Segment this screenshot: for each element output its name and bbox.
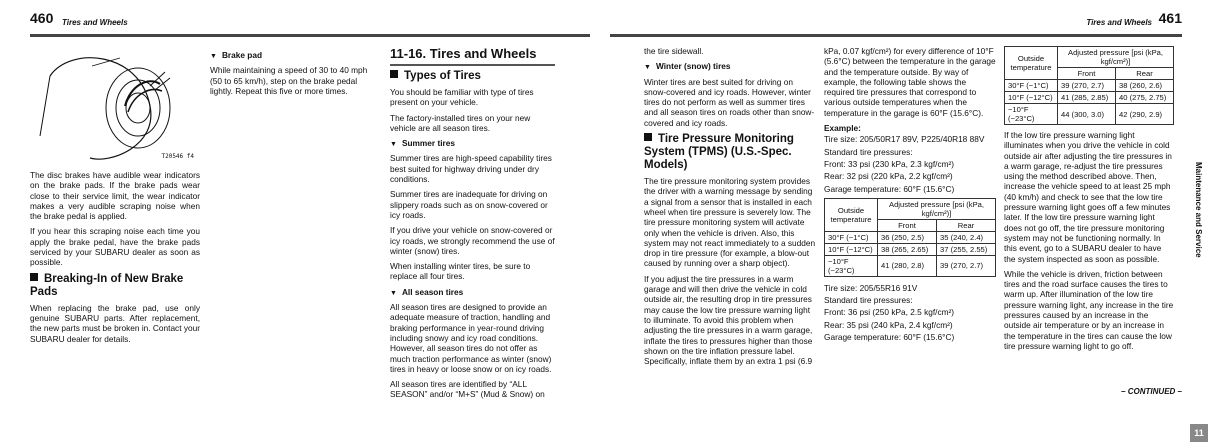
table-row bbox=[825, 255, 996, 276]
table-row bbox=[1005, 92, 1174, 104]
winter-text: Winter tires are best suited for driving on snow-covered and icy roads. However, winter tires do not perform as well as summer tires and all season tires on roads other than snow-covered and icy roads. bbox=[644, 76, 815, 128]
left-header-title: Tires and Wheels bbox=[62, 18, 128, 27]
friction-text: While the vehicle is driven, friction between tires and the road surface causes the tires to warm up. After illumination of the low tire pressure warning light, any increase in the tire pressures caused by an increase in the outside air temperature or by an increase in the temperature in the tires can cause the low tire pressure warning light to go off. bbox=[1004, 268, 1174, 351]
page-gutter bbox=[590, 0, 610, 402]
table-header-outside: Outside temperature bbox=[1005, 47, 1058, 80]
ex1-rear: Rear: 32 psi (220 kPa, 2.2 kgf/cm²) bbox=[824, 171, 953, 182]
left-header bbox=[0, 10, 590, 34]
continued-label: – CONTINUED – bbox=[1121, 387, 1182, 396]
table-header-adjusted: Adjusted pressure [psi (kPa, kgf/cm²)] bbox=[878, 198, 996, 219]
ex2-std: Standard tire pressures: bbox=[824, 295, 913, 306]
types-heading: Types of Tires bbox=[390, 70, 555, 83]
table-cell: 40 (275, 2.75) bbox=[1116, 92, 1174, 104]
triangle-bullet-icon: ▼ bbox=[390, 141, 397, 149]
table-cell: 38 (260, 2.6) bbox=[1116, 80, 1174, 92]
right-col-1 bbox=[644, 46, 816, 371]
table-header-rear: Rear bbox=[1116, 68, 1174, 80]
table-cell: 10°F (−12°C) bbox=[825, 243, 878, 255]
lowlight-text: If the low tire pressure warning light illuminates when you drive the vehicle in cold outside air after adjusting the tire pressures in a warm garage, re-adjust the tire pressures using the method described above. Then, increase the vehicle speed to at least 25 mph (40 km/h) and check to see that the low tire pressure warning light goes off a few minutes later. If the low tire pressure warning light does not go off, the tire pressure monitoring system may not be functioning normally. In this event, go to a SUBARU dealer to have the system inspected as soon as possible. bbox=[1004, 130, 1172, 264]
types-p2: The factory-installed tires on your new vehicle are all season tires. bbox=[390, 112, 531, 133]
brake-wear-paragraph-2: If you hear this scraping noise each time you apply the brake pedal, have the brake pads serviced by your SUBARU dealer as soon as possible. bbox=[30, 226, 200, 268]
table-cell: 39 (270, 2.7) bbox=[937, 255, 996, 276]
table-header-adjusted: Adjusted pressure [psi (kPa, kgf/cm²)] bbox=[1058, 47, 1174, 68]
table-cell: 38 (265, 2.65) bbox=[878, 243, 937, 255]
brake-pad-subheading: ▼ Brake pad bbox=[210, 50, 263, 60]
types-p1: You should be familiar with type of tires present on your vehicle. bbox=[390, 87, 534, 108]
pressure-table-1 bbox=[824, 198, 996, 277]
ex2-rear: Rear: 35 psi (240 kPa, 2.4 kgf/cm²) bbox=[824, 319, 953, 330]
summer-p3: If you drive your vehicle on snow-covered or icy roads, we strongly recommend the use of winter (snow) tires. bbox=[390, 225, 555, 256]
triangle-bullet-icon: ▼ bbox=[390, 289, 397, 297]
summer-p2: Summer tires are inadequate for driving on slippery roads such as on snow-covered or icy roads. bbox=[390, 189, 548, 220]
table-header-front: Front bbox=[1058, 68, 1116, 80]
left-page bbox=[0, 0, 590, 402]
right-page-number: 461 bbox=[1158, 10, 1182, 26]
table-cell: 10°F (−12°C) bbox=[1005, 92, 1058, 104]
brake-pad-text: While maintaining a speed of 30 to 40 mph (50 to 65 km/h), step on the brake pedal lightly. Repeat this five or more times. bbox=[210, 65, 368, 96]
table-header-front: Front bbox=[878, 219, 937, 231]
table-cell: 39 (270, 2.7) bbox=[1058, 80, 1116, 92]
table-cell: 42 (290, 2.9) bbox=[1116, 104, 1174, 125]
ex2-front: Front: 36 psi (250 kPa, 2.5 kgf/cm²) bbox=[824, 307, 955, 318]
brake-disc-illustration bbox=[30, 46, 200, 164]
table-row bbox=[1005, 80, 1174, 92]
allseason-p2: All season tires are identified by “ALL SEASON” and/or “M+S” (Mud & Snow) on bbox=[390, 379, 545, 400]
winter-subheading: ▼ Winter (snow) tires bbox=[644, 61, 731, 72]
right-col-2 bbox=[824, 46, 996, 347]
figure-label: T20546 f4 bbox=[161, 152, 194, 160]
square-bullet-icon bbox=[30, 273, 38, 281]
left-page-number: 460 bbox=[30, 10, 54, 26]
right-header-title: Tires and Wheels bbox=[1086, 18, 1152, 27]
example-label: Example: bbox=[824, 123, 861, 134]
table-row bbox=[1005, 104, 1174, 125]
table-row bbox=[825, 243, 996, 255]
header-rule bbox=[610, 34, 1182, 37]
pressure-table-2 bbox=[1004, 46, 1174, 125]
tpms-heading: Tire Pressure Monitoring System (TPMS) (U.S.-Spec. Models) bbox=[644, 133, 794, 172]
table-row bbox=[825, 231, 996, 243]
table-cell: 30°F (−1°C) bbox=[1005, 80, 1058, 92]
breakin-heading: Breaking-In of New Brake Pads bbox=[30, 272, 184, 298]
left-col-1 bbox=[30, 46, 200, 349]
allseason-p1: All season tires are designed to provide an adequate measure of traction, handling and braking performance in year-round driving including snowy and icy road conditions. However, all season tires do not offer as much traction performance as winter (snow) tires in heavy or loose snow or on icy roads. bbox=[390, 302, 552, 374]
section-title: 11-16. Tires and Wheels bbox=[390, 46, 555, 66]
right-header bbox=[610, 10, 1200, 34]
table-cell: 35 (240, 2.4) bbox=[937, 231, 996, 243]
breakin-text: When replacing the brake pad, use only genuine SUBARU parts. After replacement, the new parts must be broken in. Contact your SUBARU dealer for details. bbox=[30, 302, 200, 344]
right-page bbox=[610, 0, 1204, 438]
square-bullet-icon bbox=[390, 70, 398, 78]
left-col-2 bbox=[210, 46, 370, 101]
allseason-subheading: ▼ All season tires bbox=[390, 286, 464, 297]
chapter-side-tab bbox=[1190, 162, 1210, 438]
summer-subheading: ▼ Summer tires bbox=[390, 138, 455, 149]
ex1-garage: Garage temperature: 60°F (15.6°C) bbox=[824, 183, 955, 194]
ex1-front: Front: 33 psi (230 kPa, 2.3 kgf/cm²) bbox=[824, 158, 955, 169]
table-cell: −10°F (−23°C) bbox=[1005, 104, 1058, 125]
triangle-bullet-icon: ▼ bbox=[644, 64, 651, 72]
table-cell: 44 (300, 3.0) bbox=[1058, 104, 1116, 125]
ex2-garage: Garage temperature: 60°F (15.6°C) bbox=[824, 332, 955, 343]
table-cell: 30°F (−1°C) bbox=[825, 231, 878, 243]
ex1-std: Standard tire pressures: bbox=[824, 146, 913, 157]
left-col-3 bbox=[390, 46, 555, 405]
square-bullet-icon bbox=[644, 133, 652, 141]
sidewall-text: the tire sidewall. bbox=[644, 46, 704, 56]
side-tab-label: Maintenance and Service bbox=[1194, 162, 1203, 258]
table-header-rear: Rear bbox=[937, 219, 996, 231]
summer-p4: When installing winter tires, be sure to replace all four tires. bbox=[390, 261, 531, 282]
table-cell: 36 (250, 2.5) bbox=[878, 231, 937, 243]
table-cell: −10°F (−23°C) bbox=[825, 255, 878, 276]
summer-p1: Summer tires are high-speed capability tires best suited for highway driving under dry conditions. bbox=[390, 153, 552, 185]
kpa-text: kPa, 0.07 kgf/cm²) for every difference of 10°F (5.6°C) between the temperature in the garage and the temperature outside. By way of example, the following table shows the required tire pressures that correspond to various outside temperatures when the temperature in the garage is 60°F (15.6°C). bbox=[824, 46, 996, 118]
chapter-number-tab: 11 bbox=[1190, 424, 1208, 442]
right-col-3 bbox=[1004, 46, 1174, 356]
ex1-size: Tire size: 205/50R17 89V, P225/40R18 88V bbox=[824, 134, 985, 145]
tpms-p1: The tire pressure monitoring system provides the driver with a warning message by sending a signal from a sensor that is installed in each wheel when tire pressure is severely low. The tire pressure monitoring system will activate only when the vehicle is driven. Also, this system may not react immediately to a sudden drop in tire pressure (for example, a blow-out caused by running over a sharp object). bbox=[644, 176, 816, 269]
table-cell: 41 (280, 2.8) bbox=[878, 255, 937, 276]
tpms-p2: If you adjust the tire pressures in a warm garage and will then drive the vehicle in cold outside air, the resulting drop in tire pressures may cause the low tire pressure warning light to illuminate. To avoid this problem when adjusting the tire pressures in a warm garage, inflate the tires to pressures higher than those shown on the tire inflation pressure label. Specifically, inflate them by an extra 1 psi (6.9 bbox=[644, 273, 813, 367]
table-cell: 37 (255, 2.55) bbox=[937, 243, 996, 255]
table-header-outside: Outside temperature bbox=[825, 198, 878, 231]
ex2-size: Tire size: 205/55R16 91V bbox=[824, 282, 918, 293]
brake-wear-indicator-figure bbox=[30, 46, 200, 164]
brake-wear-paragraph-1: The disc brakes have audible wear indicators on the brake pads. If the brake pads wear close to their service limit, the wear indicator makes a very audible scraping noise when the brake pedal is applied. bbox=[30, 170, 200, 222]
table-cell: 41 (285, 2.85) bbox=[1058, 92, 1116, 104]
triangle-bullet-icon: ▼ bbox=[210, 53, 217, 60]
header-rule bbox=[30, 34, 590, 37]
